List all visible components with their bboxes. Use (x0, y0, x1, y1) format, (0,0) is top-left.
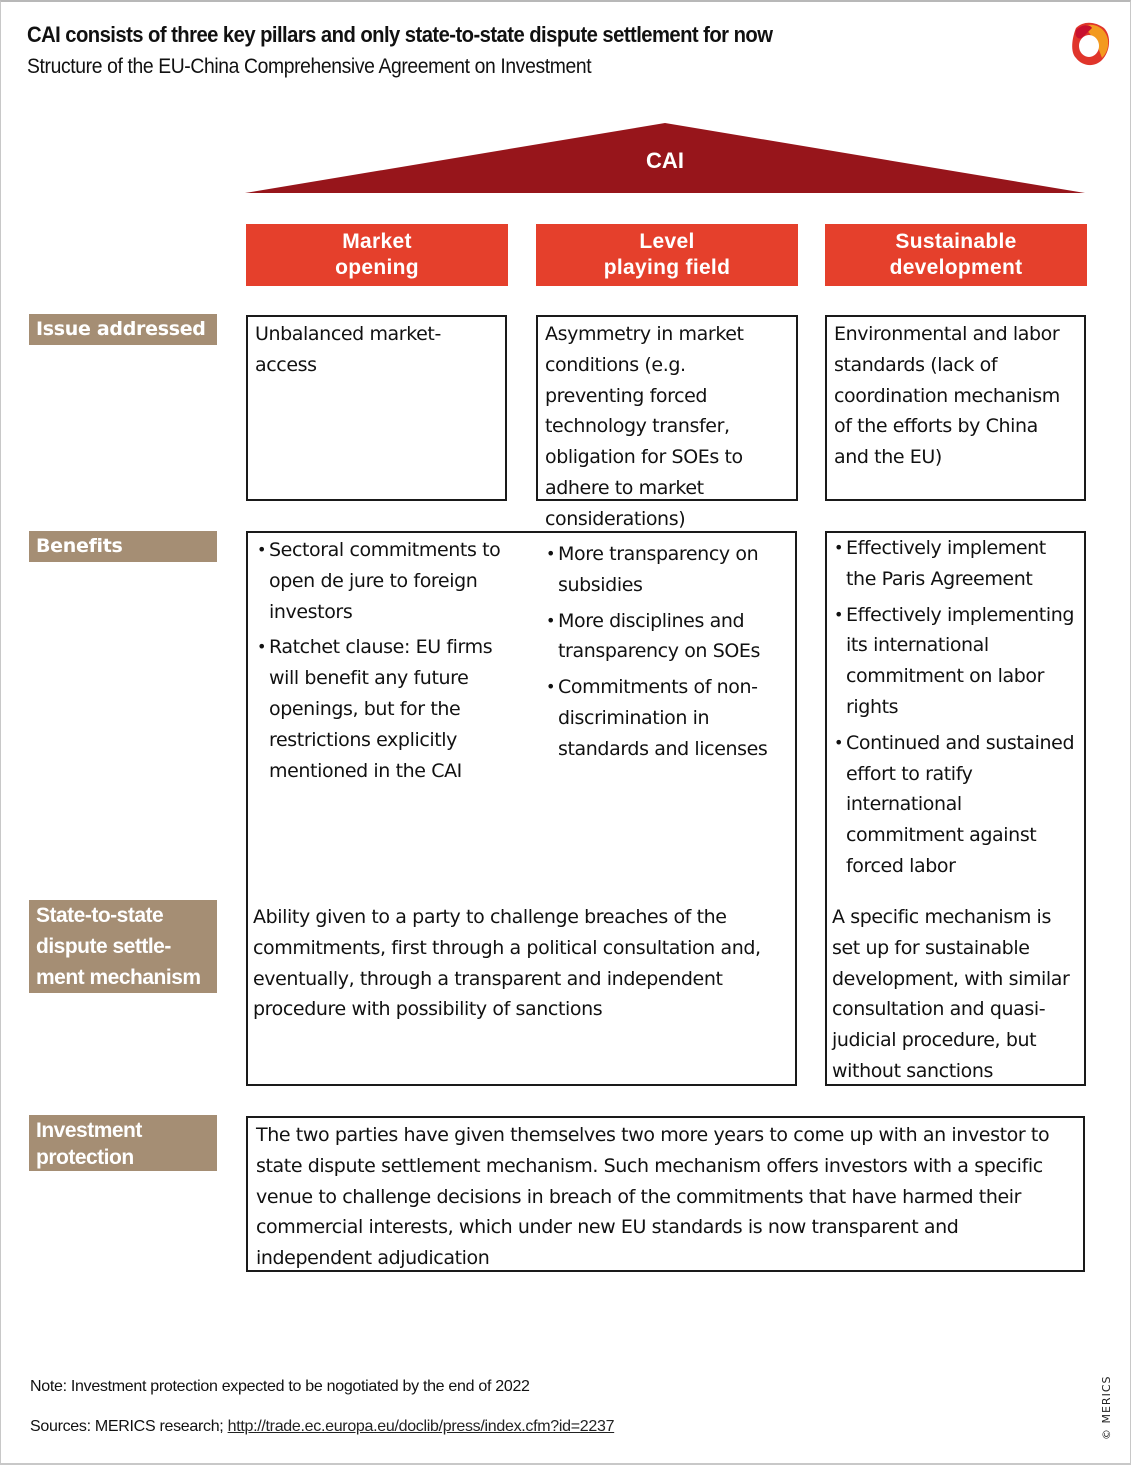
row-label-dispute-settlement (29, 900, 217, 993)
label-line: ment mechanism (36, 966, 201, 989)
list-item: • Commitments of non-discrimination in standards and licenses (546, 672, 786, 764)
investment-protection-text: The two parties have given themselves two more years to come up with an investor to state dispute settlement mechanism. Such mechanism offers investors with a specific venue to challenge decisions in breach of the commitments that have harmed their commercial interests, which under new EU standards is now transparent and independent adjudication (256, 1124, 1050, 1270)
row-label-investment-protection (29, 1115, 217, 1171)
list-item: • More disciplines and transparency on SOEs (546, 606, 786, 668)
pillar-label-line2: opening (335, 256, 419, 279)
issue-text: Unbalanced market-access (255, 323, 441, 376)
merics-logo-icon (1062, 18, 1114, 70)
list-item: • Effectively implement the Paris Agreement (834, 533, 1079, 595)
sources (30, 1418, 614, 1436)
dispute-sustainable-text: A specific mechanism is set up for sustainable development, with similar consultation and quasi-judicial procedure, but without sanctions (832, 906, 1070, 1082)
list-item: • Effectively implementing its international commitment on labor rights (834, 600, 1079, 723)
list-item: • Ratchet clause: EU firms will benefit any future openings, but for the restrictions explicitly mentioned in the CAI (257, 632, 507, 786)
list-item: • Continued and sustained effort to ratify international commitment against forced labor (834, 728, 1079, 882)
benefits-sustainable-development-list (834, 533, 1079, 887)
benefits-dispute-box-left (246, 531, 797, 1086)
pillar-label-line1: Level (639, 230, 695, 253)
pillar-label-line2: playing field (603, 256, 731, 279)
pillar-label-line1: Market (342, 230, 412, 253)
label-line: protection (36, 1146, 134, 1169)
figure-title: CAI consists of three key pillars and only state-to-state dispute settlement for now (27, 22, 773, 47)
label-line: dispute settle- (36, 935, 171, 958)
issue-level-playing-field (536, 315, 798, 530)
label-line: Investment (36, 1119, 142, 1142)
roof-label: CAI (646, 148, 684, 173)
sources-prefix: Sources: MERICS research; (30, 1418, 228, 1435)
figure-subtitle: Structure of the EU-China Comprehensive Agreement on Investment (27, 55, 592, 78)
benefits-level-playing-field-list (546, 539, 786, 770)
issue-text: Asymmetry in market conditions (e.g. preventing forced technology transfer, obligation for SOEs to adhere to market considerations) (545, 323, 744, 530)
issue-sustainable-development (825, 315, 1086, 501)
dispute-main-text: Ability given to a party to challenge breaches of the commitments, first through a political consultation and, eventually, through a transparent and independent procedure with possibility of sanctions (253, 906, 761, 1021)
pillar-market-opening (246, 224, 508, 286)
pillar-label-line1: Sustainable (895, 230, 1017, 253)
pillar-level-playing-field (536, 224, 798, 286)
copyright: © MERICS (1100, 1375, 1113, 1440)
list-item: • Sectoral commitments to open de jure to foreign investors (257, 535, 507, 627)
pillar-label-line2: development (889, 256, 1023, 279)
label-line: State-to-state (36, 904, 164, 927)
investment-protection-box (246, 1116, 1085, 1272)
benefits-dispute-box-right (825, 531, 1086, 1086)
pillar-sustainable-development (825, 224, 1087, 286)
benefits-market-opening-list (257, 535, 507, 791)
issue-market-opening (246, 315, 507, 501)
issue-text: Environmental and labor standards (lack of coordination mechanism of the efforts by China and the EU) (834, 323, 1060, 469)
footnote: Note: Investment protection expected to be nogotiated by the end of 2022 (30, 1378, 530, 1395)
sources-link[interactable]: http://trade.ec.europa.eu/doclib/press/index.cfm?id=2237 (227, 1418, 615, 1435)
row-label-benefits: Benefits (29, 531, 217, 562)
list-item: • More transparency on subsidies (546, 539, 786, 601)
row-label-issue-addressed: Issue addressed (29, 314, 217, 345)
